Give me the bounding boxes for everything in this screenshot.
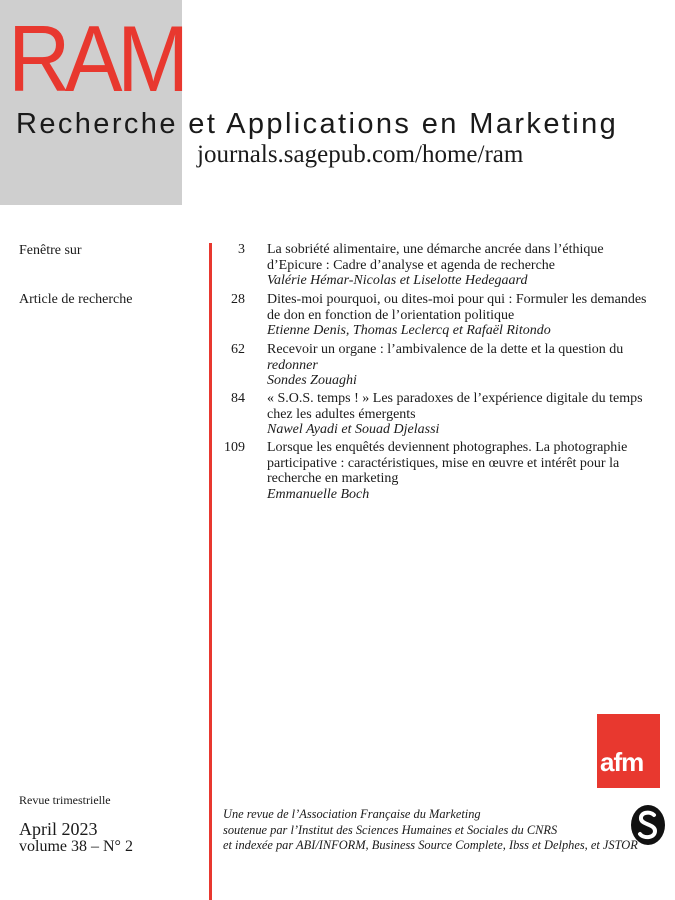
afm-logo-text: afm — [600, 747, 644, 777]
toc-entry[interactable] — [267, 391, 662, 438]
publisher-note-line: et indexée par ABI/INFORM, Business Source Complete, Ibss et Delphes, et JSTOR — [223, 838, 638, 852]
toc-title: Dites-moi pourquoi, ou dites-moi pour qui : Formuler les demandes de don en fonction de l’orientation politique — [267, 292, 647, 323]
sage-logo-icon — [630, 804, 666, 846]
toc-authors: Nawel Ayadi et Souad Djelassi — [267, 422, 440, 437]
toc-title: « S.O.S. temps ! » Les paradoxes de l’expérience digitale du temps chez les adultes émergents — [267, 391, 643, 422]
section-label-fenetre: Fenêtre sur — [19, 243, 82, 258]
issue-date: April 2023 — [19, 819, 98, 839]
toc-page-number: 109 — [224, 440, 245, 455]
toc-page-number: 3 — [238, 242, 245, 257]
journal-name: Recherche et Applications en Marketing — [16, 108, 619, 140]
section-label-article: Article de recherche — [19, 292, 133, 307]
publication-frequency: Revue trimestrielle — [19, 793, 111, 807]
toc-authors: Valérie Hémar-Nicolas et Liselotte Hedegaard — [267, 273, 528, 288]
toc-entry[interactable] — [267, 342, 662, 389]
afm-logo — [597, 714, 660, 788]
publisher-notes — [223, 807, 643, 854]
toc-entry[interactable] — [267, 440, 662, 502]
toc-authors: Etienne Denis, Thomas Leclercq et Rafaël Ritondo — [267, 323, 551, 338]
toc-title: La sobriété alimentaire, une démarche ancrée dans l’éthique d’Epicure : Cadre d’analyse et agenda de recherche — [267, 242, 604, 273]
publisher-note-line: Une revue de l’Association Française du Marketing — [223, 807, 481, 821]
toc-title-main: Recevoir un organe : l’ambivalence de la dette et la question du — [267, 342, 624, 357]
toc-page-number: 84 — [231, 391, 245, 406]
toc-title: Lorsque les enquêtés deviennent photographes. La photographie participative : caractéristiques, mise en œuvre et intérêt pour la recherche en marketing — [267, 440, 628, 486]
toc-entry[interactable] — [267, 242, 662, 289]
toc-page-number: 28 — [231, 292, 245, 307]
toc-title-italic: redonner — [267, 357, 318, 373]
toc-authors: Sondes Zouaghi — [267, 373, 357, 388]
toc-authors: Emmanuelle Boch — [267, 486, 370, 502]
toc-entry[interactable] — [267, 292, 662, 339]
toc-page-number: 62 — [231, 342, 245, 357]
journal-url[interactable]: journals.sagepub.com/home/ram — [197, 141, 524, 168]
publisher-note-line: soutenue par l’Institut des Sciences Humaines et Sociales du CNRS — [223, 822, 558, 837]
toc-title — [267, 342, 662, 373]
issue-volume: volume 38 – N° 2 — [19, 838, 133, 855]
ram-logo: RAM — [8, 6, 184, 111]
